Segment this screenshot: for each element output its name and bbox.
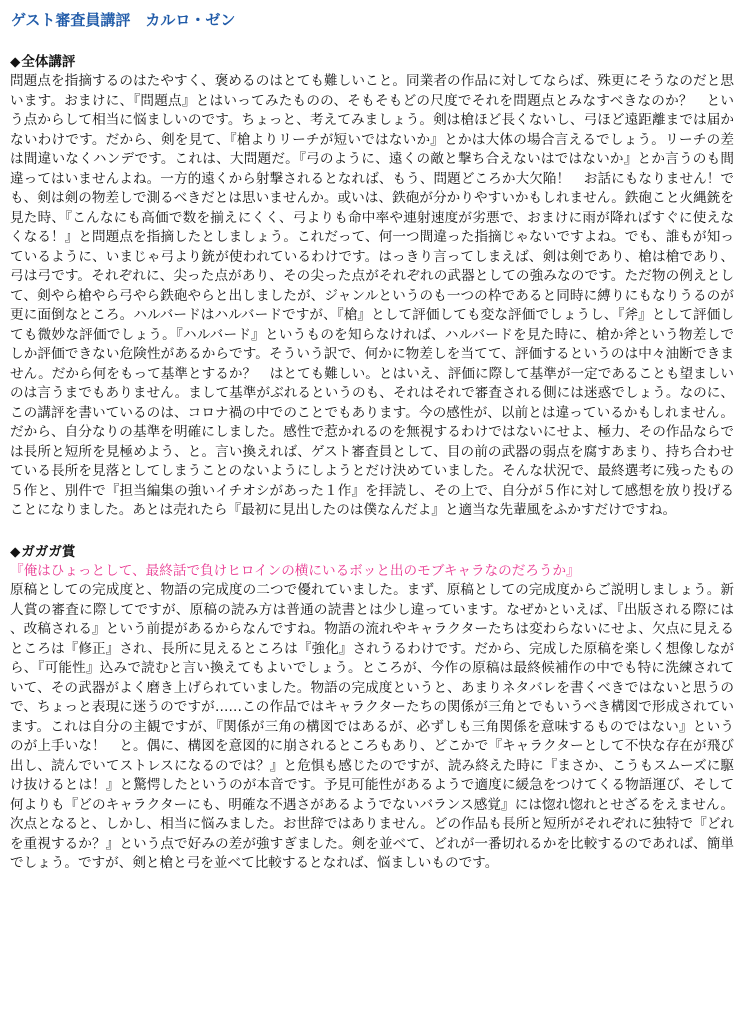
section-heading-overall [10, 53, 734, 72]
award-work-title: 『俺はひょっとして、最終話で負けヒロインの横にいるボッと出のモブキャラなのだろうか』 [10, 562, 580, 579]
diamond-bullet-icon: ◆ [10, 543, 21, 560]
page-title: ゲスト審査員講評 カルロ・ゼン [11, 11, 236, 29]
section-heading-label: 全体講評 [21, 54, 76, 70]
section-heading-gagaga-award [10, 543, 734, 562]
award-review-text: 原稿としての完成度と、物語の完成度の二つで優れていました。まず、原稿としての完成度からご説明しましょう。新人賞の審査に際してですが、原稿の読み方は普通の読書とは少し違っています。なぜかといえば、『出版される際には、改稿される』という前提があるからなんですね。物語の流れやキャラクターたちは変わらないにせよ、欠点に見えるところは『修正』され、長所に見えるところは『強化』されうるわけです。だから、完成した原稿を楽しく想像しながら、『可能性』込みで読むと言い換えてもよいでしょう。ところが、今作の原稿は最終候補作の中でも特に洗練されていて、その武器がよく磨き上げられていました。物語の完成度というと、あまりネタバレを書くべきではないと思うので、ちょっと表現に迷うのですが……この作品ではキャラクターたちの関係が三角とでもいうべき構図で形成されています。これは自分の主観ですが、『関係が三角の構図ではあるが、必ずしも三角関係を意味するものではない』というのが上手いな！ と。偶に、構図を意図的に崩されるところもあり、どこかで『キャラクターとして不快な存在が飛び出し、読んでいてストレスになるのでは？』と危惧も感じたのですが、読み終えた時に『まさか、こうもスムーズに駆け抜けるとは！』と驚愕したというのが本音です。予見可能性があるようで適度に緩急をつけてくる物語運び、そして何よりも『どのキャラクターにも、明確な不遇さがあるようでないバランス感覚』には惚れ惚れとせざるをえません。次点となると、しかし、相当に悩みました。お世辞ではありません。どの作品も長所と短所がそれぞれに独特で『どれを重視するか？』という点で好みの差が強すぎました。剣を並べて、どれが一番切れるかを比較するのであれば、簡単でしょう。ですが、剣と槍と弓を並べて比較するとなれば、悩ましいものです。 [10, 582, 734, 871]
section-heading-label: ガガガ賞 [21, 543, 76, 560]
overall-review-text: 問題点を指摘するのはたやすく、褒めるのはとても難しいこと。同業者の作品に対してならば、殊更にそうなのだと思います。おまけに、『問題点』とはいってみたものの、そもそもどの尺度でそれを問題点とみなすべきなのか？ という点からして相当に悩ましいのです。ちょっと、考えてみましょう。剣は槍ほど長くないし、弓ほど遠距離までは届かないわけです。だから、剣を見て、『槍よりリーチが短いではないか』とかは大体の場合言えるでしょう。リーチの差は間違いなくハンデです。これは、大問題だ。『弓のように、遠くの敵と撃ち合えないはではないか』とか言うのも間違ってはいませんよね。一方的遠くから射撃されるとなれば、もう、問題どころか大欠陥！ お話にもなりません！でも、剣は剣の物差しで測るべきだとは思いませんか。或いは、鉄砲が分かりやすいかもしれません。鉄砲こと火縄銃を見た時、『こんなにも高価で数を揃えにくく、弓よりも命中率や連射速度が劣悪で、おまけに雨が降ればすぐに使えなくなる！』と問題点を指摘したとしましょう。これだって、何一つ間違った指摘じゃないですよね。でも、誰もが知っているように、いまじゃ弓より銃が使われているわけです。はっきり言ってしまえば、剣は剣であり、槍は槍であり、弓は弓です。それぞれに、尖った点があり、その尖った点がそれぞれの武器としての強みなのです。ただ物の例えとして、剣やら槍やら弓やら鉄砲やらと出しましたが、ジャンルというのも一つの枠であると同時に縛りにもなりうるのが更に面倒なところ。ハルバードはハルバードですが、『槍』として評価しても変な評価でしょうし、『斧』として評価しても微妙な評価でしょう。『ハルバード』というものを知らなければ、ハルバードを見た時に、槍か斧という物差しでしか評価できない危険性があるからです。そういう訳で、何かに物差しを当てて、評価するというのは中々油断できません。だから何をもって基準とするか？ はとても難しい。とはいえ、評価に際して基準が一定であることも望ましいのは言うまでもありません。まして基準がぶれるというのも、それはそれで審査される側には迷惑でしょう。なのに、この講評を書いているのは、コロナ禍の中でのことでもあります。今の感性が、以前とは違っているかもしれません。だから、自分なりの基準を明確にしました。感性で惹かれるのを無視するわけではないにせよ、極力、その作品ならでは長所と短所を見極めよう、と。言い換えれば、ゲスト審査員として、目の前の武器の弱点を腐すあまり、持ち合わせている長所を見落としてしまうことのないようにしようとだけ決めていました。そんな状況で、最終選考に残ったもの５作と、別件で『担当編集の強いイチオシがあった１作』を拝読し、その上で、自分が５作に対して感想を放り投げることになりました。あとは売れたら『最初に見出したのは僕なんだよ』と適当な先輩風をふかすだけですね。 [10, 73, 734, 518]
diamond-bullet-icon: ◆ [10, 54, 21, 70]
